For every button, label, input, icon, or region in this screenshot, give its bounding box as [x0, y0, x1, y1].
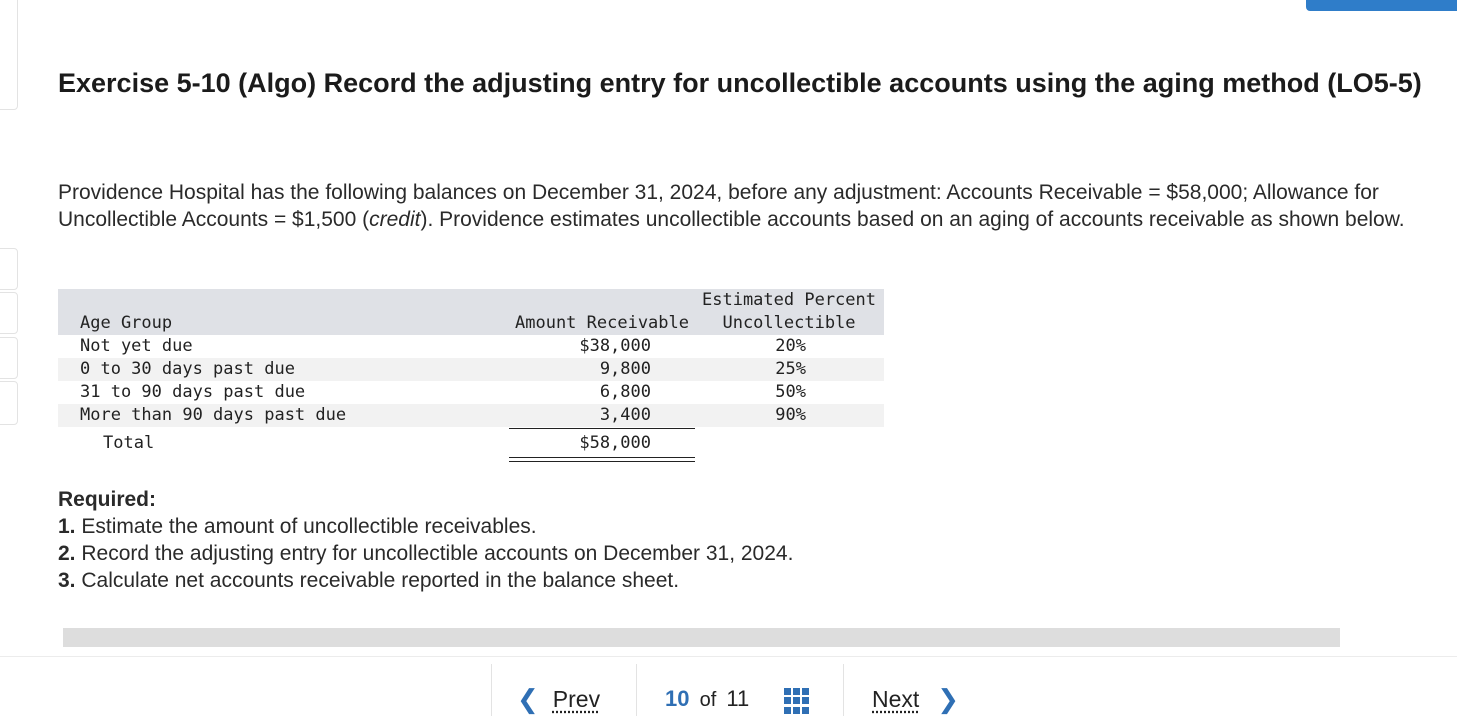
row-percent: 20% — [775, 336, 806, 356]
row-age: More than 90 days past due — [80, 405, 347, 425]
header-amount: Amount Receivable — [515, 313, 689, 333]
row-percent: 90% — [775, 405, 806, 425]
next-label: Next — [872, 686, 920, 712]
row-amount: $38,000 — [579, 336, 651, 356]
chevron-right-icon: ❯ — [937, 684, 960, 714]
row-age: Not yet due — [80, 336, 193, 356]
intro-credit-emphasis: credit — [369, 208, 421, 231]
row-amount: 9,800 — [599, 359, 651, 379]
prev-button[interactable] — [517, 684, 600, 715]
of-label: of — [699, 689, 717, 711]
header-age-group: Age Group — [80, 313, 173, 333]
row-percent: 25% — [775, 359, 806, 379]
total-pages: 11 — [726, 686, 750, 711]
page-indicator — [665, 686, 749, 712]
required-heading: Required: — [58, 488, 157, 511]
required-item-text: Record the adjusting entry for uncollectible accounts on December 31, 2024. — [75, 542, 794, 565]
footer-divider — [0, 656, 1457, 657]
answer-area-bar — [63, 628, 1340, 647]
row-age: 0 to 30 days past due — [80, 359, 295, 379]
header-percent-line2: Uncollectible — [722, 313, 856, 333]
total-label: Total — [103, 433, 155, 453]
sidebar-tab-edge[interactable] — [0, 381, 18, 425]
required-item — [58, 540, 1058, 567]
required-item — [58, 513, 1058, 540]
nav-divider — [636, 664, 637, 716]
subtotal-rule — [509, 428, 695, 429]
top-action-button[interactable] — [1306, 0, 1457, 11]
nav-divider — [491, 664, 492, 716]
chevron-left-icon: ❮ — [517, 684, 539, 714]
row-amount: 6,800 — [599, 382, 651, 402]
next-button[interactable] — [872, 684, 959, 715]
exercise-title: Exercise 5-10 (Algo) Record the adjusting entry for uncollectible accounts using the aging method (LO5-5) — [58, 68, 1422, 98]
row-age: 31 to 90 days past due — [80, 382, 306, 402]
sidebar-panel-edge — [0, 0, 18, 110]
required-item-number: 2. — [58, 542, 76, 565]
row-amount: 3,400 — [599, 405, 651, 425]
required-item-number: 3. — [58, 569, 76, 592]
intro-text-2: ). Providence estimates uncollectible accounts based on an aging of accounts receivable as shown below. — [420, 208, 1405, 231]
nav-divider — [843, 664, 844, 716]
total-double-rule — [509, 457, 695, 462]
prev-label: Prev — [552, 686, 601, 712]
required-item-text: Estimate the amount of uncollectible receivables. — [75, 515, 537, 538]
aging-table — [58, 289, 884, 465]
required-item — [58, 567, 1058, 594]
sidebar-tab-edge[interactable] — [0, 337, 18, 379]
intro-text-1: Providence Hospital has the following balances on December 31, 2024, before any adjustment: Accounts Receivable = $58,000; Allowance for Uncollectible Accounts = $1,500 ( — [58, 181, 1379, 231]
problem-intro — [58, 179, 1443, 233]
current-page: 10 — [665, 686, 690, 711]
required-item-text: Calculate net accounts receivable reported in the balance sheet. — [75, 569, 680, 592]
sidebar-tab-edge[interactable] — [0, 248, 18, 290]
total-amount: $58,000 — [579, 433, 651, 453]
header-percent-line1: Estimated Percent — [702, 290, 876, 310]
required-item-number: 1. — [58, 515, 76, 538]
sidebar-tab-edge[interactable] — [0, 292, 18, 334]
question-grid-icon[interactable] — [784, 688, 810, 714]
row-percent: 50% — [775, 382, 806, 402]
required-section — [58, 486, 1058, 594]
